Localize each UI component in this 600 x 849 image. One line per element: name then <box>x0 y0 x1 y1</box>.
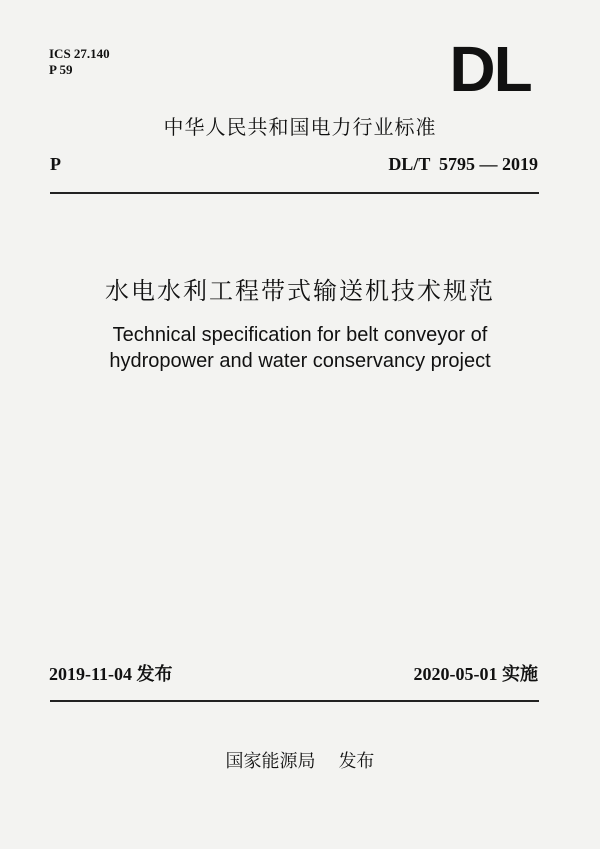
publisher-line <box>0 747 600 773</box>
publisher-label: 发布 <box>338 751 375 772</box>
title-chinese: 水电水利工程带式输送机技术规范 <box>105 277 495 305</box>
implementation-date: 2020-05-01 <box>413 664 498 684</box>
classification-block <box>49 46 110 78</box>
dl-logo: DL <box>449 33 531 105</box>
top-divider <box>50 192 539 194</box>
issue-date-block <box>49 660 173 686</box>
category-code: P 59 <box>49 62 73 77</box>
implementation-date-block <box>414 660 539 686</box>
implementation-label: 实施 <box>502 664 538 685</box>
standard-type-title: 中华人民共和国电力行业标准 <box>163 115 437 139</box>
p-mark: P <box>50 154 61 174</box>
title-english-line1: Technical specification for belt conveyor of <box>112 324 488 346</box>
publisher-name: 国家能源局 <box>225 751 316 772</box>
ics-code: ICS 27.140 <box>49 46 110 61</box>
standard-code: DL/T 5795 — 2019 <box>388 154 538 174</box>
issue-label: 发布 <box>136 664 173 685</box>
issue-date: 2019-11-04 <box>49 664 132 684</box>
bottom-divider <box>50 700 539 702</box>
title-english <box>0 322 600 374</box>
title-english-line2: hydropower and water conservancy project <box>109 350 491 372</box>
